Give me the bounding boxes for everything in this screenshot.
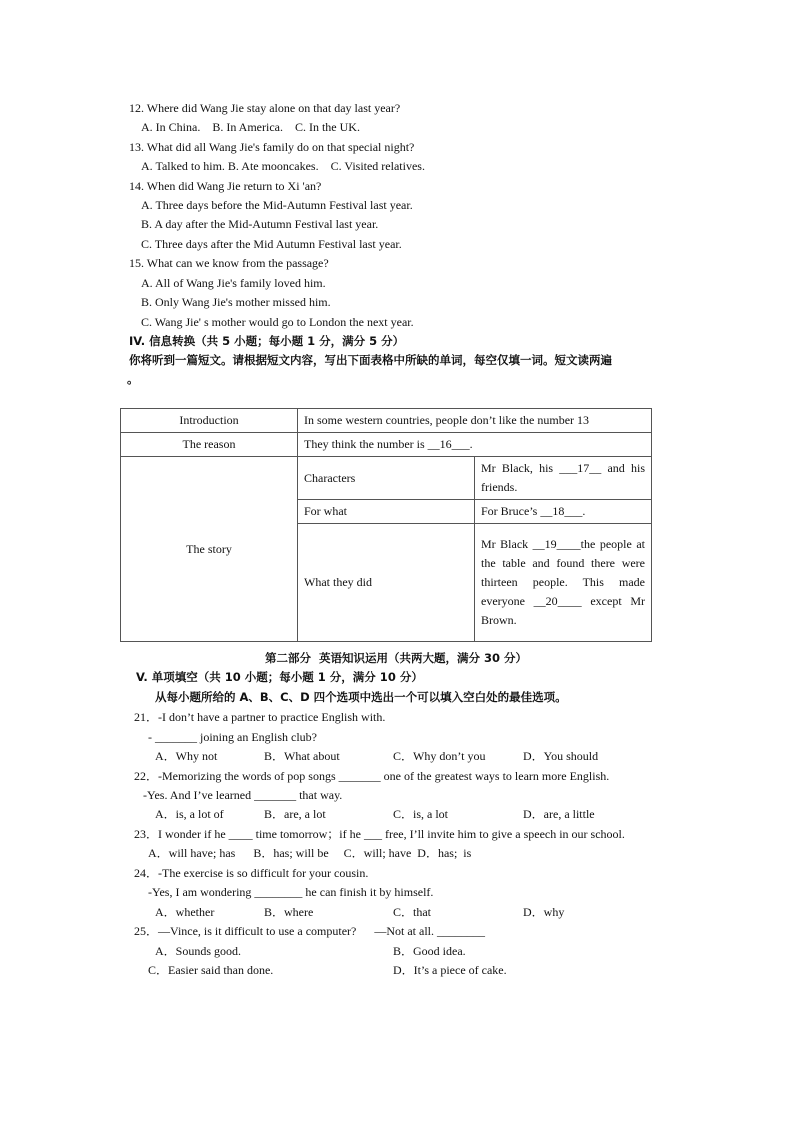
q24-option-b: B．where (264, 905, 314, 919)
whatdid-value: Mr Black __19____the people at the table and found there were thirteen people. This made everyone __20____ except Mr Brown. (475, 524, 652, 642)
q25-option-d: D．It’s a piece of cake. (393, 963, 507, 977)
intro-value: In some western countries, people don’t like the number 13 (298, 409, 652, 433)
q21-option-a: A．Why not (155, 749, 218, 763)
q12-stem: 12. Where did Wang Jie stay alone on that day last year? (129, 101, 401, 115)
q25-option-a: A．Sounds good. (155, 944, 242, 958)
q13-stem: 13. What did all Wang Jie's family do on that special night? (129, 140, 415, 154)
q15-option-b: B. Only Wang Jie's mother missed him. (141, 295, 331, 309)
q14-option-c: C. Three days after the Mid Autumn Festival last year. (141, 237, 402, 251)
q24-line2: -Yes, I am wondering ________ he can finish it by himself. (148, 885, 434, 899)
q14-option-a: A. Three days before the Mid-Autumn Festival last year. (141, 198, 413, 212)
characters-value: Mr Black, his ___17__ and his friends. (475, 457, 652, 500)
q25-line1: 25．—Vince, is it difficult to use a computer? —Not at all. ________ (134, 924, 485, 938)
q25-option-b: B．Good idea. (393, 944, 466, 958)
q15-stem: 15. What can we know from the passage? (129, 256, 329, 270)
section4-instruction: 你将听到一篇短文。请根据短文内容，写出下面表格中所缺的单词，每空仅填一词。短文读两遍 (129, 353, 612, 367)
q22-line1: 22．-Memorizing the words of pop songs _______ one of the greatest ways to learn more English. (134, 769, 610, 783)
q25-option-c: C．Easier said than done. (148, 963, 274, 977)
part2-title: 第二部分 英语知识运用（共两大题，满分 30 分） (265, 651, 528, 665)
q24-option-a: A．whether (155, 905, 215, 919)
intro-label: Introduction (121, 409, 298, 433)
q24-line1: 24．-The exercise is so difficult for your cousin. (134, 866, 369, 880)
q15-option-a: A. All of Wang Jie's family loved him. (141, 276, 326, 290)
q22-option-a: A．is, a lot of (155, 807, 224, 821)
info-table (120, 408, 652, 642)
forwhat-label: For what (298, 500, 475, 524)
q22-line2: -Yes. And I’ve learned _______ that way. (143, 788, 343, 802)
whatdid-label: What they did (298, 524, 475, 642)
q15-option-c: C. Wang Jie' s mother would go to London the next year. (141, 315, 414, 329)
q23-options: A．will have; has B．has; will be C．will; have D．has; is (148, 846, 472, 860)
q14-stem: 14. When did Wang Jie return to Xi 'an? (129, 179, 322, 193)
q22-option-d: D．are, a little (523, 807, 595, 821)
q13-options: A. Talked to him. B. Ate mooncakes. C. Visited relatives. (141, 159, 425, 173)
q21-line2: - _______ joining an English club? (148, 730, 317, 744)
q24-option-c: C．that (393, 905, 431, 919)
q21-option-d: D．You should (523, 749, 599, 763)
section5-heading: V. 单项填空（共 10 小题；每小题 1 分，满分 10 分） (136, 670, 423, 684)
reason-value: They think the number is __16___. (298, 433, 652, 457)
q14-option-b: B. A day after the Mid-Autumn Festival last year. (141, 217, 379, 231)
story-label: The story (121, 457, 298, 642)
forwhat-value: For Bruce’s __18___. (475, 500, 652, 524)
q24-option-d: D．why (523, 905, 565, 919)
q22-option-c: C．is, a lot (393, 807, 449, 821)
section4-heading: IV. 信息转换（共 5 小题；每小题 1 分，满分 5 分） (129, 334, 405, 348)
q21-option-b: B．What about (264, 749, 340, 763)
q12-options: A. In China. B. In America. C. In the UK. (141, 120, 360, 134)
section4-instruction-tail: 。 (127, 372, 139, 386)
q23-line1: 23．I wonder if he ____ time tomorrow；if he ___ free, I’ll invite him to give a speech in our school. (134, 827, 625, 841)
section5-instruction: 从每小题所给的 A、B、C、D 四个选项中选出一个可以填入空白处的最佳选项。 (155, 690, 567, 704)
characters-label: Characters (298, 457, 475, 500)
q21-option-c: C．Why don’t you (393, 749, 486, 763)
reason-label: The reason (121, 433, 298, 457)
q21-line1: 21．-I don’t have a partner to practice English with. (134, 710, 386, 724)
q22-option-b: B．are, a lot (264, 807, 326, 821)
